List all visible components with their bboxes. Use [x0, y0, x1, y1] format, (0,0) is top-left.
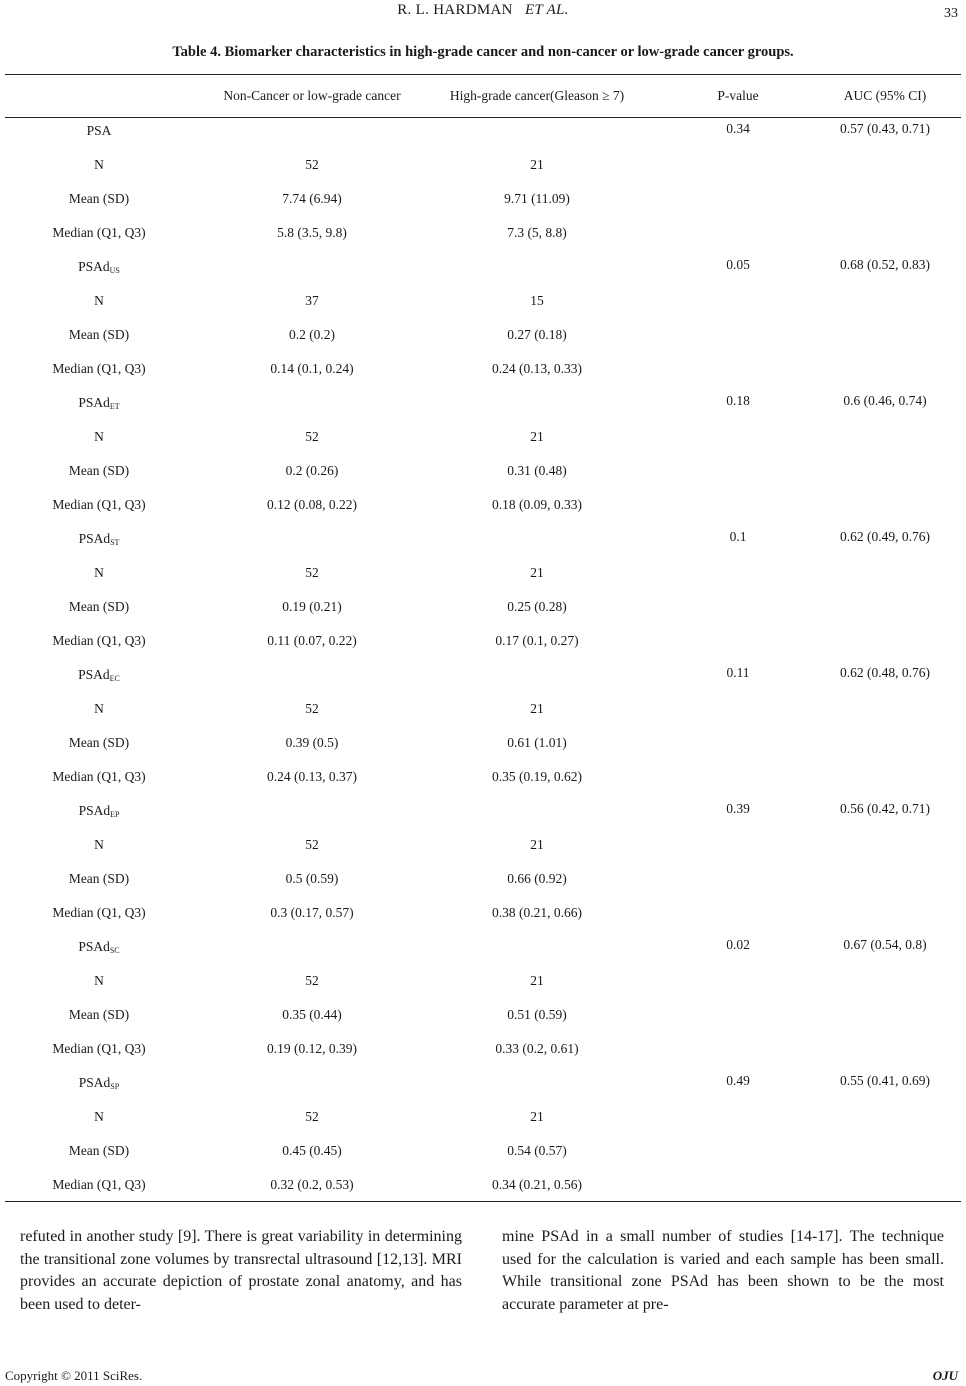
p-value-cell: 0.11 [726, 665, 750, 680]
non-cancer-cell: 37 [305, 293, 319, 308]
non-cancer-cell: 52 [305, 157, 319, 172]
high-grade-cell: 0.33 (0.2, 0.61) [495, 1041, 579, 1056]
biomarker-name [78, 939, 119, 955]
high-grade-cell: 7.3 (5, 8.8) [507, 225, 567, 240]
non-cancer-cell: 0.32 (0.2, 0.53) [270, 1177, 354, 1192]
high-grade-cell: 0.27 (0.18) [507, 327, 567, 342]
high-grade-cell: 0.35 (0.19, 0.62) [492, 769, 582, 784]
stat-label-cell: Mean (SD) [68, 599, 130, 614]
stat-label-cell: Mean (SD) [68, 1143, 130, 1158]
high-grade-cell: 21 [530, 837, 544, 852]
auc-cell: 0.67 (0.54, 0.8) [843, 937, 927, 952]
high-grade-cell: 0.24 (0.13, 0.33) [492, 361, 582, 376]
non-cancer-cell: 52 [305, 565, 319, 580]
header-p-value: P-value [717, 88, 759, 103]
stat-label-cell: Median (Q1, Q3) [52, 497, 146, 512]
biomarker-name-text: PSAd [78, 667, 110, 682]
auc-cell: 0.57 (0.43, 0.71) [840, 121, 930, 136]
stat-label-cell: Mean (SD) [68, 1007, 130, 1022]
high-grade-cell: 0.61 (1.01) [507, 735, 567, 750]
non-cancer-cell: 52 [305, 701, 319, 716]
stat-label-cell: N [94, 429, 104, 444]
non-cancer-cell: 0.2 (0.2) [288, 327, 336, 342]
biomarker-name [79, 1075, 119, 1091]
table-caption: Table 4. Biomarker characteristics in high-grade cancer and non-cancer or low-grade cancer groups. [172, 44, 794, 60]
high-grade-cell: 0.34 (0.21, 0.56) [492, 1177, 582, 1192]
biomarker-subscript: US [109, 266, 120, 275]
body-text-left-column: refuted in another study [9]. There is great variability in determining the transitional zone volumes by transrectal ultrasound [12,13]. MRI provides an accurate depiction of prostate zonal anatomy, and has been used to deter- [20, 1228, 462, 1313]
non-cancer-cell: 0.11 (0.07, 0.22) [267, 633, 357, 648]
non-cancer-cell: 0.39 (0.5) [285, 735, 339, 750]
high-grade-cell: 0.51 (0.59) [507, 1007, 567, 1022]
high-grade-cell: 0.17 (0.1, 0.27) [495, 633, 579, 648]
biomarker-name [78, 259, 120, 275]
stat-label-cell: N [94, 565, 104, 580]
biomarker-name-text: PSAd [78, 939, 110, 954]
stat-label-cell: N [94, 1109, 104, 1124]
high-grade-cell: 21 [530, 429, 544, 444]
non-cancer-cell: 0.19 (0.21) [282, 599, 342, 614]
non-cancer-cell: 0.12 (0.08, 0.22) [267, 497, 357, 512]
table-header-rule [5, 117, 961, 118]
stat-label-cell: N [94, 701, 104, 716]
stat-label-cell: Mean (SD) [68, 735, 130, 750]
running-head-author: R. L. HARDMAN [397, 2, 513, 18]
p-value-cell: 0.34 [726, 121, 750, 136]
stat-label-cell: Mean (SD) [68, 871, 130, 886]
biomarker-name-text: PSAd [78, 803, 111, 818]
high-grade-cell: 0.38 (0.21, 0.66) [492, 905, 582, 920]
stat-label-cell: Mean (SD) [68, 463, 130, 478]
non-cancer-cell: 52 [305, 973, 319, 988]
table-bottom-rule [5, 1201, 961, 1202]
running-head [0, 2, 966, 19]
non-cancer-cell: 0.3 (0.17, 0.57) [270, 905, 354, 920]
p-value-cell: 0.39 [726, 801, 750, 816]
high-grade-cell: 0.31 (0.48) [507, 463, 567, 478]
high-grade-cell: 21 [530, 973, 544, 988]
biomarker-name [79, 531, 120, 547]
header-auc: AUC (95% CI) [843, 88, 927, 103]
biomarker-subscript: SP [110, 1082, 120, 1091]
stat-label-cell: N [94, 293, 104, 308]
footer-copyright: Copyright © 2011 SciRes. [5, 1368, 143, 1383]
non-cancer-cell: 7.74 (6.94) [282, 191, 342, 206]
stat-label-cell: N [94, 157, 104, 172]
non-cancer-cell: 0.5 (0.59) [285, 871, 339, 886]
non-cancer-cell: 52 [305, 1109, 319, 1124]
auc-cell: 0.55 (0.41, 0.69) [840, 1073, 930, 1088]
biomarker-subscript: ET [109, 402, 120, 411]
p-value-cell: 0.49 [726, 1073, 750, 1088]
stat-label-cell: Mean (SD) [68, 191, 130, 206]
auc-cell: 0.6 (0.46, 0.74) [843, 393, 927, 408]
non-cancer-cell: 0.14 (0.1, 0.24) [270, 361, 354, 376]
p-value-cell: 0.18 [726, 393, 750, 408]
stat-label-cell: Median (Q1, Q3) [52, 1177, 146, 1192]
high-grade-cell: 0.66 (0.92) [507, 871, 567, 886]
stat-label-cell: N [94, 837, 104, 852]
header-high-grade: High-grade cancer(Gleason ≥ 7) [449, 88, 625, 103]
running-head-etal: ET AL. [524, 2, 569, 18]
high-grade-cell: 21 [530, 701, 544, 716]
auc-cell: 0.68 (0.52, 0.83) [840, 257, 930, 272]
non-cancer-cell: 0.2 (0.26) [285, 463, 339, 478]
stat-label-cell: Median (Q1, Q3) [52, 633, 146, 648]
auc-cell: 0.56 (0.42, 0.71) [840, 801, 930, 816]
non-cancer-cell: 0.24 (0.13, 0.37) [267, 769, 357, 784]
biomarker-name-text: PSAd [78, 395, 110, 410]
stat-label-cell: N [94, 973, 104, 988]
p-value-cell: 0.05 [726, 257, 750, 272]
stat-label-cell: Median (Q1, Q3) [52, 769, 146, 784]
auc-cell: 0.62 (0.48, 0.76) [840, 665, 930, 680]
high-grade-cell: 0.18 (0.09, 0.33) [492, 497, 582, 512]
stat-label-cell: Median (Q1, Q3) [52, 905, 146, 920]
biomarker-subscript: SC [109, 946, 120, 955]
stat-label-cell: Median (Q1, Q3) [52, 225, 146, 240]
high-grade-cell: 0.54 (0.57) [507, 1143, 567, 1158]
body-text-right-column: mine PSAd in a small number of studies [14-17]. The technique used for the calculation is varied and each sample has been small. While transitional zone PSAd has been shown to be the most accurate parameter at pre- [502, 1228, 944, 1313]
biomarker-name-text: PSAd [78, 259, 110, 274]
non-cancer-cell: 0.19 (0.12, 0.39) [267, 1041, 357, 1056]
p-value-cell: 0.1 [729, 529, 747, 544]
non-cancer-cell: 52 [305, 429, 319, 444]
biomarker-name [87, 123, 112, 139]
biomarker-name-text: PSA [86, 123, 112, 138]
header-non-cancer: Non-Cancer or low-grade cancer [223, 88, 401, 103]
high-grade-cell: 21 [530, 157, 544, 172]
biomarker-name [79, 803, 120, 819]
p-value-cell: 0.02 [726, 937, 750, 952]
stat-label-cell: Median (Q1, Q3) [52, 361, 146, 376]
non-cancer-cell: 0.45 (0.45) [282, 1143, 342, 1158]
stat-label-cell: Mean (SD) [68, 327, 130, 342]
non-cancer-cell: 0.35 (0.44) [282, 1007, 342, 1022]
biomarker-name [78, 395, 119, 411]
biomarker-subscript: EP [110, 810, 120, 819]
high-grade-cell: 21 [530, 1109, 544, 1124]
table-top-rule [5, 74, 961, 75]
high-grade-cell: 9.71 (11.09) [504, 191, 570, 206]
stat-label-cell: Median (Q1, Q3) [52, 1041, 146, 1056]
biomarker-subscript: EC [109, 674, 120, 683]
footer-journal: OJU [932, 1368, 958, 1383]
non-cancer-cell: 52 [305, 837, 319, 852]
biomarker-name-text: PSAd [78, 1075, 111, 1090]
high-grade-cell: 21 [530, 565, 544, 580]
page-number: 33 [944, 6, 958, 21]
non-cancer-cell: 5.8 (3.5, 9.8) [277, 225, 347, 240]
biomarker-name [78, 667, 120, 683]
high-grade-cell: 15 [530, 293, 544, 308]
auc-cell: 0.62 (0.49, 0.76) [840, 529, 930, 544]
high-grade-cell: 0.25 (0.28) [507, 599, 567, 614]
biomarker-subscript: ST [110, 538, 120, 547]
biomarker-name-text: PSAd [78, 531, 111, 546]
